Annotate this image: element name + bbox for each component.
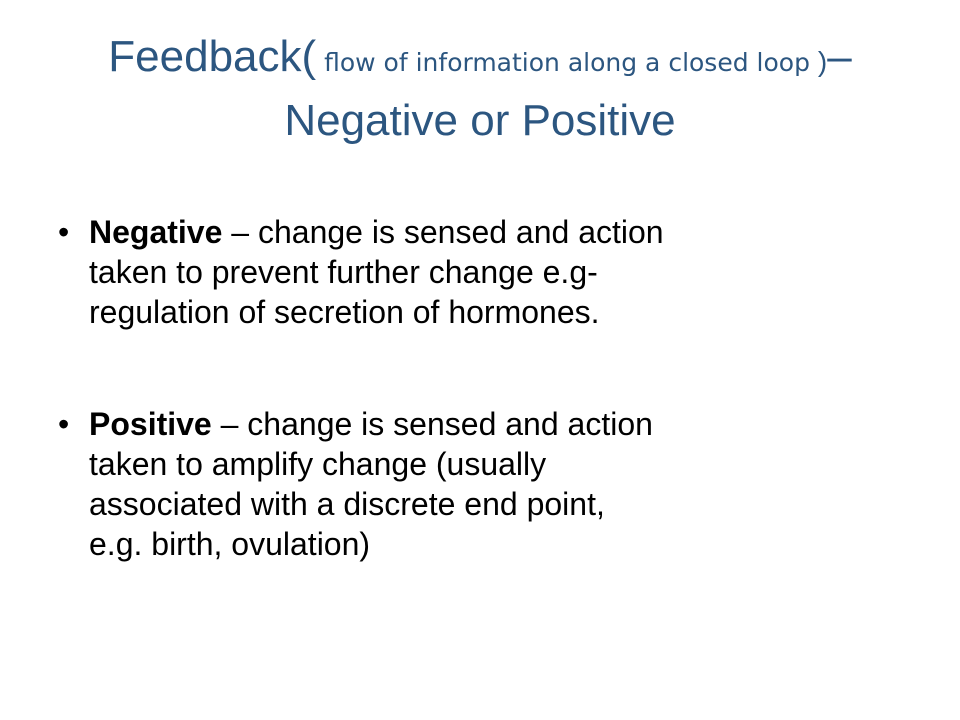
bullet-negative-line-1 bbox=[89, 212, 918, 252]
bullet-negative-line-2: taken to prevent further change e.g- bbox=[89, 254, 598, 290]
bullet-positive-line-1 bbox=[89, 404, 918, 444]
bullet-marker: • bbox=[58, 406, 70, 442]
bullet-term-positive: Positive bbox=[89, 406, 212, 442]
bullet-marker: • bbox=[58, 214, 70, 250]
bullet-positive-line-4: e.g. birth, ovulation) bbox=[89, 526, 371, 562]
bullet-negative bbox=[58, 212, 918, 332]
bullet-negative-rest: – change is sensed and action bbox=[222, 214, 664, 250]
bullet-positive bbox=[58, 404, 918, 564]
title-line-2: Negative or Positive bbox=[284, 96, 676, 145]
title-aside: flow of information along a closed loop bbox=[316, 48, 818, 77]
bullet-negative-line-3: regulation of secretion of hormones. bbox=[89, 294, 600, 330]
title-line-1 bbox=[0, 28, 960, 92]
bullet-term-negative: Negative bbox=[89, 214, 223, 250]
bullet-positive-line-2: taken to amplify change (usually bbox=[89, 446, 547, 482]
title-suffix: ) bbox=[817, 46, 828, 77]
bullet-list bbox=[58, 212, 918, 564]
title-dash: – bbox=[827, 32, 852, 81]
title-prefix: Feedback( bbox=[108, 32, 317, 81]
bullet-positive-line-3: associated with a discrete end point, bbox=[89, 486, 605, 522]
bullet-positive-rest: – change is sensed and action bbox=[211, 406, 653, 442]
slide-title bbox=[0, 28, 960, 150]
